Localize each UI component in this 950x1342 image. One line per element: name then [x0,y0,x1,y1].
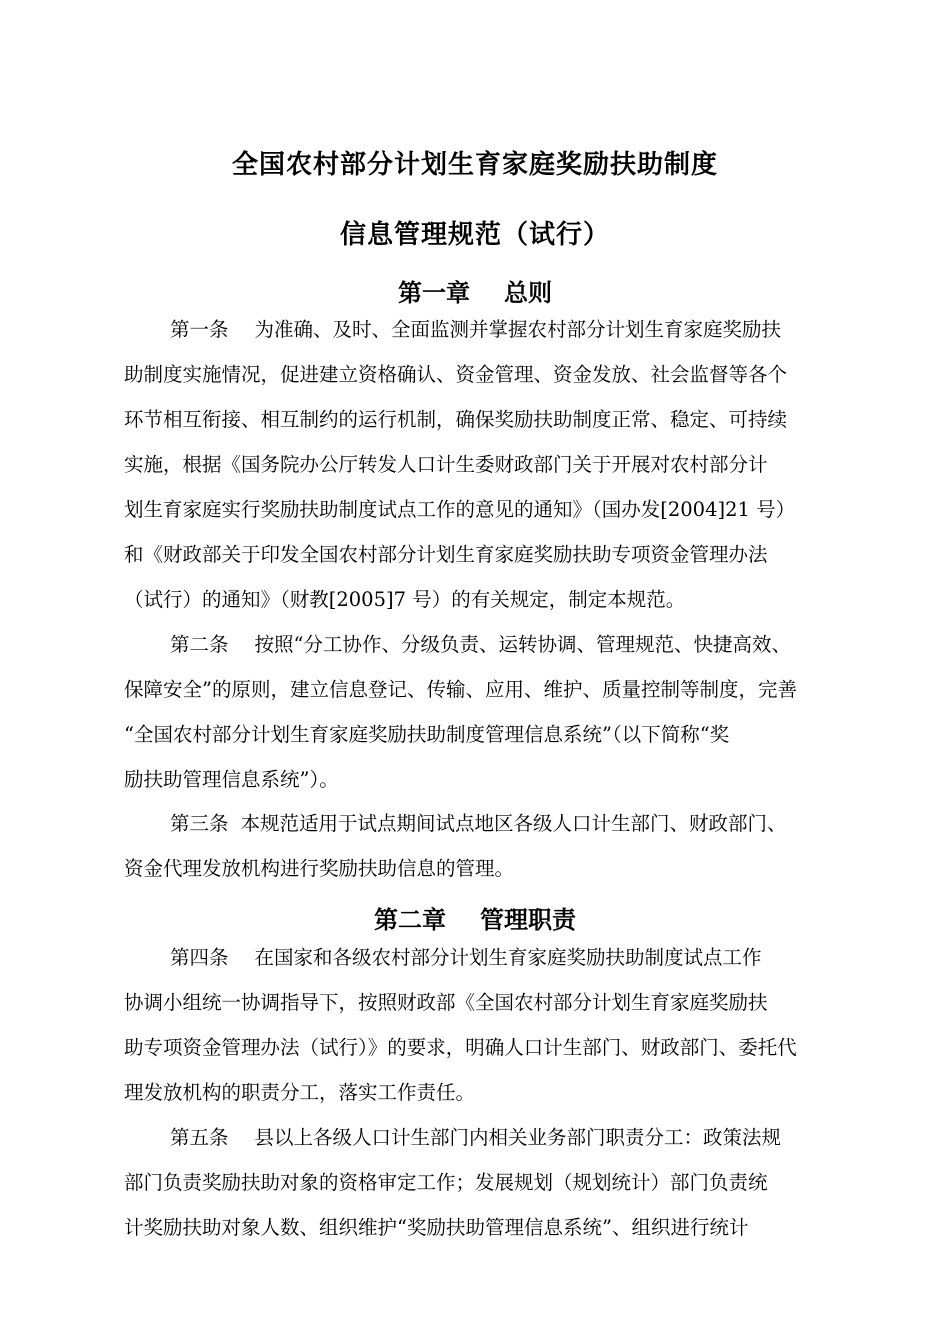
article-text-line: 实施，根据《国务院办公厅转发人口计生委财政部门关于开展对农村部分计 [124,453,768,476]
article-first-line [170,812,787,836]
article-text: 为准确、及时、全面监测并掌握农村部分计划生育家庭奖励扶 [254,318,782,341]
article-text-line: 部门负责奖励扶助对象的资格审定工作；发展规划（规划统计）部门负责统 [124,1171,768,1194]
article-text: 县以上各级人口计生部门内相关业务部门职责分工：政策法规 [254,1126,782,1149]
article-text: 按照“分工协作、分级负责、运转协调、管理规范、快捷高效、 [254,633,791,656]
article-text: 本规范适用于试点期间试点地区各级人口计生部门、财政部门、 [240,812,787,835]
article-text-line: （试行）的通知》（财教[2005]7 号）的有关规定，制定本规范。 [124,588,686,611]
article-text-line: 理发放机构的职责分工，落实工作责任。 [124,1081,476,1104]
article-text-line: 环节相互衔接、相互制约的运行机制，确保奖励扶助制度正常、稳定、可持续 [124,408,788,431]
document-title-line2: 信息管理规范（试行） [339,220,610,250]
article-text-line: 助专项资金管理办法（试行）》的要求，明确人口计生部门、财政部门、委托代 [124,1036,797,1059]
chapter-heading [0,273,950,308]
article-text-line: 保障安全”的原则，建立信息登记、传输、应用、维护、质量控制等制度，完善 [124,678,797,701]
article-text-line: 励扶助管理信息系统”）。 [124,768,339,791]
article-label: 第一条 [170,318,229,341]
article-text-line: “全国农村部分计划生育家庭奖励扶助制度管理信息系统”（以下简称“奖 [124,723,730,746]
article-text-line: 协调小组统一协调指导下，按照财政部《全国农村部分计划生育家庭奖励扶 [124,991,768,1014]
article-first-line [170,1126,781,1150]
chapter-name: 管理职责 [480,905,576,934]
chapter-heading [0,900,950,935]
article-text: 在国家和各级农村部分计划生育家庭奖励扶助制度试点工作 [254,946,762,969]
chapter-number: 第一章 [398,278,470,307]
document-title-line1: 全国农村部分计划生育家庭奖励扶助制度 [231,150,718,180]
article-label: 第三条 [170,812,229,835]
chapter-name: 总则 [504,278,552,307]
article-first-line [170,633,791,657]
article-text-line: 和《财政部关于印发全国农村部分计划生育家庭奖励扶助专项资金管理办法 [124,543,768,566]
article-label: 第五条 [170,1126,229,1149]
article-first-line [170,946,762,970]
article-label: 第二条 [170,633,229,656]
article-text-line: 助制度实施情况，促进建立资格确认、资金管理、资金发放、社会监督等各个 [124,363,788,386]
article-text-line: 划生育家庭实行奖励扶助制度试点工作的意见的通知》（国办发[2004]21 号） [124,498,796,521]
article-first-line [170,318,781,342]
article-text-line: 计奖励扶助对象人数、组织维护“奖励扶助管理信息系统”、组织进行统计 [124,1216,749,1239]
article-text-line: 资金代理发放机构进行奖励扶助信息的管理。 [124,857,515,880]
article-label: 第四条 [170,946,229,969]
chapter-number: 第二章 [374,905,446,934]
